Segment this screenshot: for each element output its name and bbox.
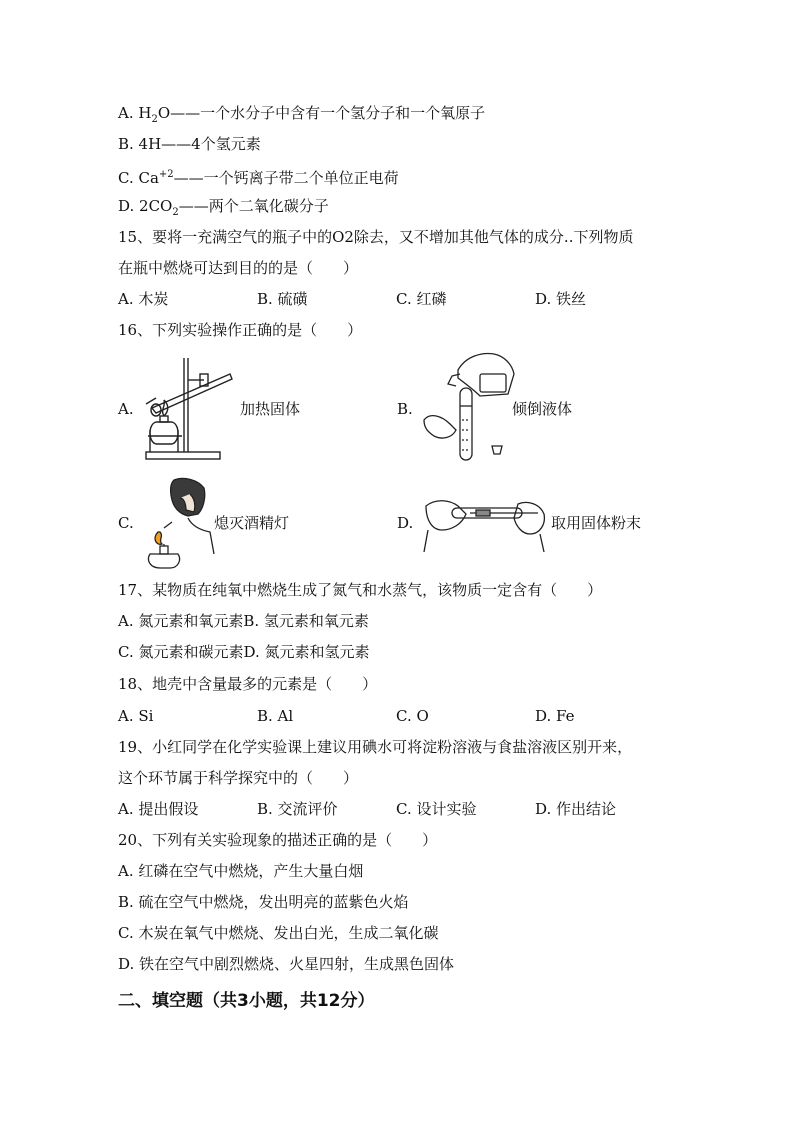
q20-option-a: A. 红磷在空气中燃烧，产生大量白烟 xyxy=(118,862,364,880)
q20-option-d: D. 铁在空气中剧烈燃烧、火星四射，生成黑色固体 xyxy=(118,955,455,973)
q18-option-a: A. Si xyxy=(118,707,154,725)
q19-options xyxy=(118,799,678,819)
q15-stem-line1: 15、要将一充满空气的瓶子中的O2除去，又不增加其他气体的成分..下列物质 xyxy=(118,228,634,246)
q17-options-row2: C. 氮元素和碳元素D. 氮元素和氢元素 xyxy=(118,643,370,661)
q20-stem: 20、下列有关实验现象的描述正确的是（ ） xyxy=(118,831,438,849)
pouring-liquid-figure xyxy=(420,350,520,468)
q15-option-d: D. 铁丝 xyxy=(535,290,587,308)
q18-option-c: C. O xyxy=(396,707,429,725)
q19-option-a: A. 提出假设 xyxy=(118,800,199,818)
q15-options xyxy=(118,289,678,309)
q16-option-b-letter: B. xyxy=(397,400,413,418)
q16-option-c-label: 熄灭酒精灯 xyxy=(214,514,290,532)
extinguishing-lamp-figure xyxy=(144,474,216,572)
q17-stem: 17、某物质在纯氧中燃烧生成了氮气和水蒸气，该物质一定含有（ ） xyxy=(118,581,603,599)
q16-stem: 16、下列实验操作正确的是（ ） xyxy=(118,321,363,339)
q16-option-d-label: 取用固体粉末 xyxy=(551,514,642,532)
q14-option-a: A. $H_2O——$一个水分子中含有一个氢分子和一个氧原子 xyxy=(118,104,486,125)
q18-option-b: B. Al xyxy=(257,707,294,725)
q19-stem-line2: 这个环节属于科学探究中的（ ） xyxy=(118,769,359,787)
section-heading: 二、填空题（共3小题，共12分） xyxy=(118,991,375,1011)
q16-option-a-letter: A. xyxy=(118,400,134,418)
q16-option-b-label: 倾倒液体 xyxy=(512,400,573,418)
q14-option-b: B. 4H——4个氢元素 xyxy=(118,135,261,153)
q16-option-d-letter: D. xyxy=(397,514,414,532)
taking-powder-figure xyxy=(422,490,548,556)
q14-option-d: D. $2CO_2——$两个二氧化碳分子 xyxy=(118,197,329,218)
q15-option-c: C. 红磷 xyxy=(396,290,447,308)
q18-stem: 18、地壳中含量最多的元素是（ ） xyxy=(118,675,378,693)
q15-stem-line2: 在瓶中燃烧可达到目的的是（ ） xyxy=(118,259,359,277)
q19-option-c: C. 设计实验 xyxy=(396,800,477,818)
heating-solid-figure xyxy=(142,352,238,464)
q15-option-b: B. 硫磺 xyxy=(257,290,308,308)
q20-option-c: C. 木炭在氧气中燃烧、发出白光，生成二氧化碳 xyxy=(118,924,439,942)
q17-options-row1: A. 氮元素和氧元素B. 氢元素和氧元素 xyxy=(118,612,369,630)
q18-options xyxy=(118,706,678,726)
q18-option-d: D. Fe xyxy=(535,707,575,725)
q16-option-c-letter: C. xyxy=(118,514,134,532)
q19-option-b: B. 交流评价 xyxy=(257,800,338,818)
q15-option-a: A. 木炭 xyxy=(118,290,169,308)
q19-stem-line1: 19、小红同学在化学实验课上建议用碘水可将淀粉溶液与食盐溶液区别开来， xyxy=(118,738,633,756)
q16-option-a-label: 加热固体 xyxy=(240,400,301,418)
q19-option-d: D. 作出结论 xyxy=(535,800,617,818)
q14-option-c: C. $Ca^{+2}——$一个钙离子带二个单位正电荷 xyxy=(118,169,399,187)
q20-option-b: B. 硫在空气中燃烧，发出明亮的蓝紫色火焰 xyxy=(118,893,409,911)
